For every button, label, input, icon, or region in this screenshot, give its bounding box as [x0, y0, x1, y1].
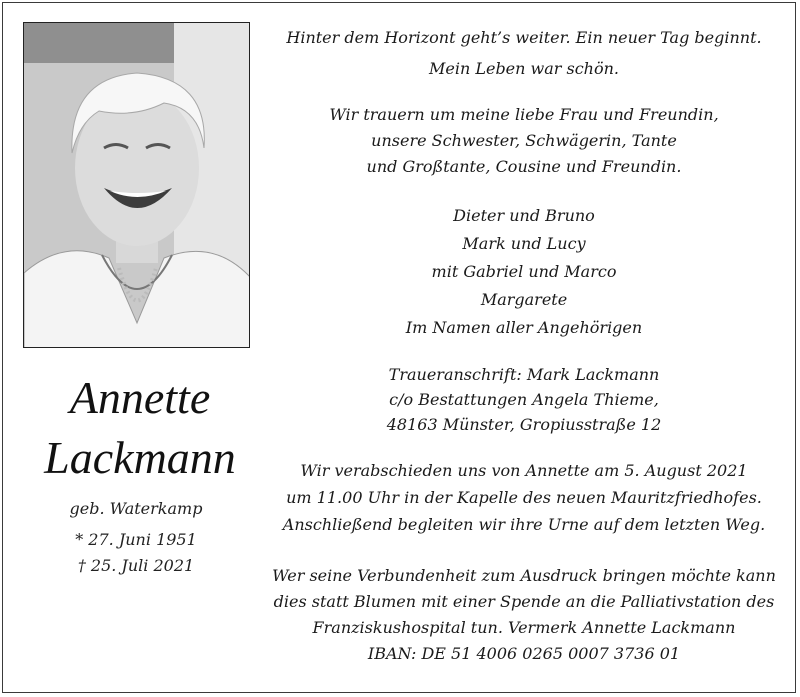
deceased-first-name: Annette [69, 372, 211, 423]
birth-date: * 27. Juni 1951 [75, 530, 197, 549]
family-line: Im Namen aller Angehörigen [405, 318, 643, 337]
death-date: † 25. Juli 2021 [77, 556, 195, 575]
service-line: Wir verabschieden uns von Annette am 5. August 2021 [300, 461, 748, 480]
mourning-line: Wir trauern um meine liebe Frau und Freundin, [329, 105, 719, 124]
service-line: Anschließend begleiten wir ihre Urne auf dem letzten Weg. [282, 515, 766, 534]
donation-line: Wer seine Verbundenheit zum Ausdruck bringen möchte kann [272, 566, 776, 585]
family-block [264, 202, 784, 342]
address-line: 48163 Münster, Gropiusstraße 12 [386, 415, 662, 434]
mourning-address-block [264, 362, 784, 437]
family-line: mit Gabriel und Marco [431, 262, 617, 281]
mourning-line: und Großtante, Cousine und Freundin. [366, 157, 682, 176]
motto-line: Hinter dem Horizont geht’s weiter. Ein neuer Tag beginnt. [286, 28, 762, 47]
service-line: um 11.00 Uhr in der Kapelle des neuen Mauritzfriedhofes. [286, 488, 762, 507]
donation-line: dies statt Blumen mit einer Spende an die Palliativstation des [273, 592, 775, 611]
mourning-block [264, 102, 784, 180]
donation-line: Franziskushospital tun. Vermerk Annette Lackmann [312, 618, 736, 637]
family-line: Mark und Lucy [462, 234, 586, 253]
birth-name: geb. Waterkamp [69, 499, 203, 518]
motto-line: Mein Leben war schön. [428, 59, 620, 78]
deceased-last-name: Lackmann [44, 432, 236, 483]
motto-block [264, 22, 784, 84]
mourning-line: unsere Schwester, Schwägerin, Tante [371, 131, 677, 150]
address-line: c/o Bestattungen Angela Thieme, [389, 390, 659, 409]
funeral-service-block [264, 457, 784, 538]
family-line: Dieter und Bruno [453, 206, 595, 225]
portrait-photo [23, 22, 250, 348]
donation-block [264, 563, 784, 667]
address-line: Traueranschrift: Mark Lackmann [388, 365, 660, 384]
donation-iban: IBAN: DE 51 4006 0265 0007 3736 01 [367, 644, 681, 663]
family-line: Margarete [480, 290, 568, 309]
portrait-illustration [24, 23, 250, 348]
